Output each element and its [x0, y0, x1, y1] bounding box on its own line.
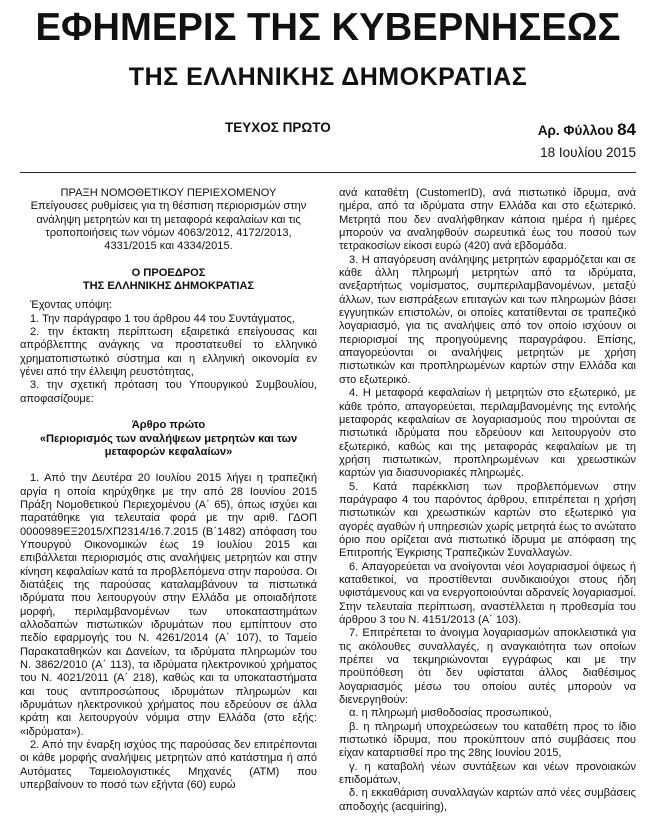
- paragraph-6: 6. Απαγορεύεται να ανοίγονται νέοι λογαριασμοί όψεως ή καταθετικοί, να προστίθενται συνδικαιούχοι στους ήδη υφιστάμενους και να ενεργοποιούνται αδρανείς λογαριασμοί. Στην τελευταία περίπτωση, αναστέλλεται η προθεσμία του άρθρου 3 του Ν. 4151/2013 (Α΄ 103).: [339, 560, 636, 626]
- body-columns: [20, 187, 636, 814]
- item-a: α. η πληρωμή μισθοδοσίας προσωπικού,: [349, 707, 552, 720]
- paragraph-2-cont: ανά καταθέτη (CustomerID), ανά πιστωτικό ίδρυμα, ανά ημέρα, από τα ιδρύματα στην Ελλάδα και στο εξωτερικό. Μετρητά που δεν αναλήφθηκαν κάποια ημέρα ή ημέρες μπορούν να αναληφθούν σωρευτικά έως του ποσού των τετρακοσίων είκοσι ευρώ (420) ανά εβδομάδα.: [339, 187, 636, 253]
- paragraph-4: 4. Η μεταφορά κεφαλαίων ή μετρητών στο εξωτερικό, με κάθε τρόπο, απαγορεύεται, περιλαμβανομένης της εντολής μεταφοράς κεφαλαίων σε λογαριασμούς που τηρούνται σε πιστωτικά ιδρύματα που εδρεύουν και λειτουργούν στο εξωτερικό, καθώς και της μεταφοράς κεφαλαίων με τη χρήση πιστωτικών, προπληρωμένων και χρεωστικών καρτών για διασυνοριακές πληρωμές.: [339, 387, 636, 480]
- sheet-number: [538, 120, 636, 140]
- paragraph-3: 3. Η απαγόρευση ανάληψης μετρητών εφαρμόζεται και σε κάθε άλλη πληρωμή μετρητών από τα ιδρύματα, ανεξαρτήτως νομίσματος, συμπεριλαμβανομένων, μεταξύ άλλων, των εισπράξεων επιταγών και των πληρωμών βάσει εγγυητικών επιστολών, οι οποίες κατατίθενται σε τραπεζικό λογαριασμό, για τις αναλήψεις από τον οποίο ισχύουν οι περιορισμοί της προηγούμενης παραγράφου. Επίσης, απαγορεύονται οι αναλήψεις μετρητών με χρήση πιστωτικών και προπληρωμένων καρτών στην Ελλάδα και στο εξωτερικό.: [339, 253, 636, 386]
- sheet-label: Αρ. Φύλλου: [537, 123, 614, 138]
- paragraph-1: 1. Από την Δευτέρα 20 Ιουλίου 2015 λήγει η τραπεζική αργία η οποία κηρύχθηκε με την από 28 Ιουνίου 2015 Πράξη Νομοθετικού Περιεχομένου (Α΄ 65), όπως ισχύει και παρατάθηκε για τελευταία φορά με την αριθ. ΓΔΟΠ 0000989ΕΞ2015/ΧΠ2314/16.7.2015 (Β΄1482) απόφαση του Υπουργού Οικονομικών έως 19 Ιουλίου 2015 και επιβάλλεται περιορισμός στις αναλήψεις μετρητών και στην κίνηση κεφαλαίων κατά τα προβλεπόμενα στην παρούσα. Οι διατάξεις της παρούσας καταλαμβάνουν τα πιστωτικά ιδρύματα που λειτουργούν στην Ελλάδα με οποιαδήποτε μορφή, περιλαμβανομένων των υποκαταστημάτων αλλοδαπών πιστωτικών ιδρυμάτων που εμπίπτουν στο πεδίο εφαρμογής του Ν. 4261/2014 (Α΄ 107), το Ταμείο Παρακαταθηκών και Δανείων, τα ιδρύματα πληρωμών του Ν. 3862/2010 (Α΄ 113), τα ιδρύματα ηλεκτρονικού χρήματος του Ν. 4021/2011 (Α΄ 218), καθώς και τα υποκαταστήματα και τους αντιπροσώπους ιδρυμάτων πληρωμών και ιδρυμάτων ηλεκτρονικού χρήματος που εδρεύουν σε άλλα κράτη και λειτουργούν νόμιμα στην Ελλάδα (στο εξής: «ιδρύματα»).: [20, 472, 317, 738]
- act-subject: Επείγουσες ρυθμίσεις για τη θέσπιση περιορισμών στην ανάληψη μετρητών και τη μεταφορά κεφαλαίων και τις τροποποιήσεις των νόμων 4063/2012, 4172/2013, 4331/2015 και 4334/2015.: [30, 200, 307, 253]
- act-type: ΠΡΑΞΗ ΝΟΜΟΘΕΤΙΚΟΥ ΠΕΡΙΕΧΟΜΕΝΟΥ: [60, 187, 277, 199]
- article-title: «Περιορισμός των αναλήψεων μετρητών και των μεταφορών κεφαλαίων»: [39, 432, 298, 458]
- recital-3: 3. την σχετική πρόταση του Υπουργικού Συμβουλίου, αποφασίζουμε:: [20, 379, 317, 405]
- president-heading: Ο ΠΡΟΕΔΡΟΣ: [131, 266, 206, 279]
- recital-intro: Έχοντας υπόψη:: [30, 299, 113, 312]
- gazette-subtitle: ΤΗΣ ΕΛΛΗΝΙΚΗΣ ΔΗΜΟΚΡΑΤΙΑΣ: [128, 63, 528, 91]
- issue-label: ΤΕΥΧΟΣ ΠΡΩΤΟ: [225, 120, 331, 135]
- issue-date: 18 Ιουλίου 2015: [540, 145, 636, 160]
- recital-1: 1. Την παράγραφο 1 του άρθρου 44 του Συντάγματος,: [30, 312, 295, 325]
- article-heading: Άρθρο πρώτο: [131, 419, 206, 432]
- paragraph-7: 7. Επιτρέπεται το άνοιγμα λογαριασμών αποκλειστικά για τις ακόλουθες συναλλαγές, η αναγκαιότητα των οποίων πρέπει να τεκμηριώνονται εγγράφως και με την προϋπόθεση ότι δεν υφίσταται άλλος διαθέσιμος λογαριασμός μέσω του οποίου αυτές μπορούν να διενεργηθούν:: [339, 627, 636, 707]
- paragraph-2: 2. Από την έναρξη ισχύος της παρούσας δεν επιτρέπονται οι κάθε μορφής αναλήψεις μετρητών από κατάστημα ή από Αυτόματες Ταμειολογιστικές Μηχανές (ΑΤΜ) που υπερβαίνουν το ποσό των εξήντα (60) ευρώ: [20, 739, 317, 792]
- issue-info: [20, 120, 636, 140]
- item-c: γ. η καταβολή νέων συντάξεων και νέων προνοιακών επιδομάτων,: [339, 760, 636, 787]
- item-b: β. η πληρωμή υποχρεώσεων του καταθέτη προς το ίδιο πιστωτικό ίδρυμα, που προκύπτουν από συμβάσεις που είχαν καταρτισθεί προ της 28ης Ιουνίου 2015,: [339, 720, 636, 760]
- paragraph-5: 5. Κατά παρέκκλιση των προβλεπόμενων στην παράγραφο 4 του παρόντος άρθρου, επιτρέπεται η χρήση πιστωτικών και χρεωστικών καρτών στο εξωτερικό για αγορές αγαθών ή υπηρεσιών χωρίς μετρητά έως το ανώτατο όριο που ορίζεται ανά πιστωτικό ίδρυμα με απόφαση της Επιτροπής Έγκρισης Τραπεζικών Συναλλαγών.: [339, 480, 636, 560]
- item-d: δ. η εκκαθάριση συναλλαγών καρτών από νέες συμβάσεις αποδοχής (acquiring),: [339, 787, 636, 813]
- recital-2: 2. την έκτακτη περίπτωση εξαιρετικά επείγουσας και απρόβλεπτης ανάγκης να προστατευθεί το ελληνικό χρηματοπιστωτικό σύστημα και η ελληνική οικονομία εν γένει από την έλλειψη ρευστότητας,: [20, 326, 317, 379]
- left-column: [20, 187, 317, 814]
- gazette-title: ΕΦΗΜΕΡΙΣ ΤΗΣ ΚΥΒΕΡΝΗΣΕΩΣ: [35, 6, 621, 49]
- republic-heading: ΤΗΣ ΕΛΛΗΝΙΚΗΣ ΔΗΜΟΚΡΑΤΙΑΣ: [82, 280, 255, 293]
- right-column: [339, 187, 636, 814]
- header-divider: [20, 172, 636, 173]
- sheet-number-value: 84: [617, 120, 636, 139]
